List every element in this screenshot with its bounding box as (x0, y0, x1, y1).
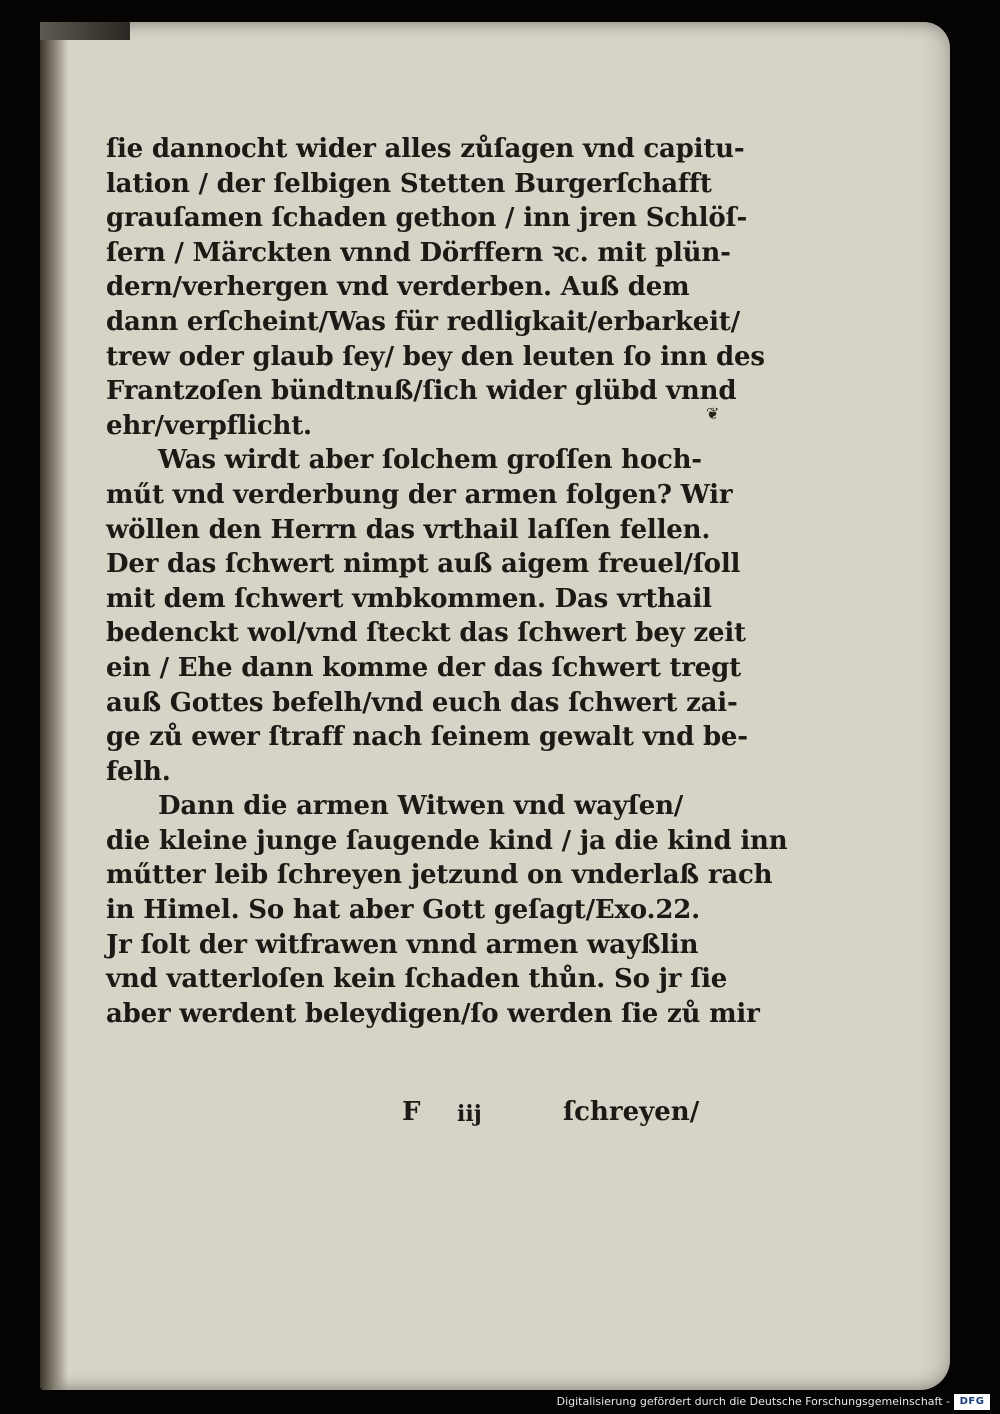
margin-mark: ❦ (706, 404, 720, 423)
funding-credit: Digitalisierung gefördert durch die Deutsche Forschungsgemeinschaft - (556, 1395, 950, 1408)
text-line: aber werdent beleydigen/ſo werden ſie zů mir (106, 998, 760, 1029)
text-line: wöllen den Herrn das vrthail laſſen fellen. (106, 514, 711, 545)
text-line: vnd vatterloſen kein ſchaden thůn. So jr ſie (106, 964, 728, 995)
text-line: auß Gottes befelh/vnd euch das ſchwert zai- (106, 687, 738, 718)
catchword: ſchreyen/ (563, 1097, 700, 1127)
page-corner-shadow (40, 22, 130, 40)
text-line: Frantzoſen bündtnuß/ſich wider glübd vnnd (106, 376, 737, 407)
text-line: ſie dannocht wider alles zůſagen vnd capitu- (106, 134, 745, 164)
text-line: grauſamen ſchaden gethon / inn jren Schlöſ- (106, 203, 748, 234)
text-line: in Himel. So hat aber Gott geſagt/Exo.22. (106, 895, 700, 926)
text-line: Was wirdt aber ſolchem groſſen hoch- (158, 445, 702, 476)
text-line: ſern / Märckten vnnd Dörffern ꝛc. mit plün- (106, 237, 731, 268)
leaf-number: iij (457, 1101, 482, 1127)
text-line: bedenckt wol/vnd ſteckt das ſchwert bey zeit (106, 618, 746, 649)
text-line: műtter leib ſchreyen jetzund on vnderlaß rach (106, 860, 773, 891)
text-line: ehr/verpflicht. (106, 410, 312, 441)
text-line: lation / der ſelbigen Stetten Burgerſchafft (106, 168, 712, 199)
text-line: Dann die armen Witwen vnd wayſen/ (158, 791, 684, 822)
text-line: felh. (106, 756, 171, 787)
text-line: műt vnd verderbung der armen folgen? Wir (106, 479, 733, 510)
text-line: dern/verhergen vnd verderben. Auß dem (106, 272, 690, 303)
text-line: die kleine junge ſaugende kind / ja die kind inn (106, 825, 788, 856)
dfg-logo: DFG (954, 1394, 990, 1410)
binding-gutter (40, 22, 68, 1390)
text-line: ge zů ewer ſtraff nach ſeinem gewalt vnd be- (106, 722, 748, 753)
text-line: ein / Ehe dann komme der das ſchwert tregt (106, 652, 741, 683)
text-line: trew oder glaub ſey/ bey den leuten ſo inn des (106, 341, 765, 372)
text-line: dann erſcheint/Was für redligkait/erbarkeit/ (106, 306, 740, 337)
text-block (106, 132, 788, 1031)
book-page (40, 22, 950, 1390)
text-line: Jr ſolt der witfrawen vnnd armen wayßlin (106, 929, 699, 960)
text-line: Der das ſchwert nimpt auß aigem freuel/ſoll (106, 549, 741, 580)
text-line: mit dem ſchwert vmbkommen. Das vrthail (106, 583, 712, 614)
signature-mark: F (402, 1097, 421, 1127)
